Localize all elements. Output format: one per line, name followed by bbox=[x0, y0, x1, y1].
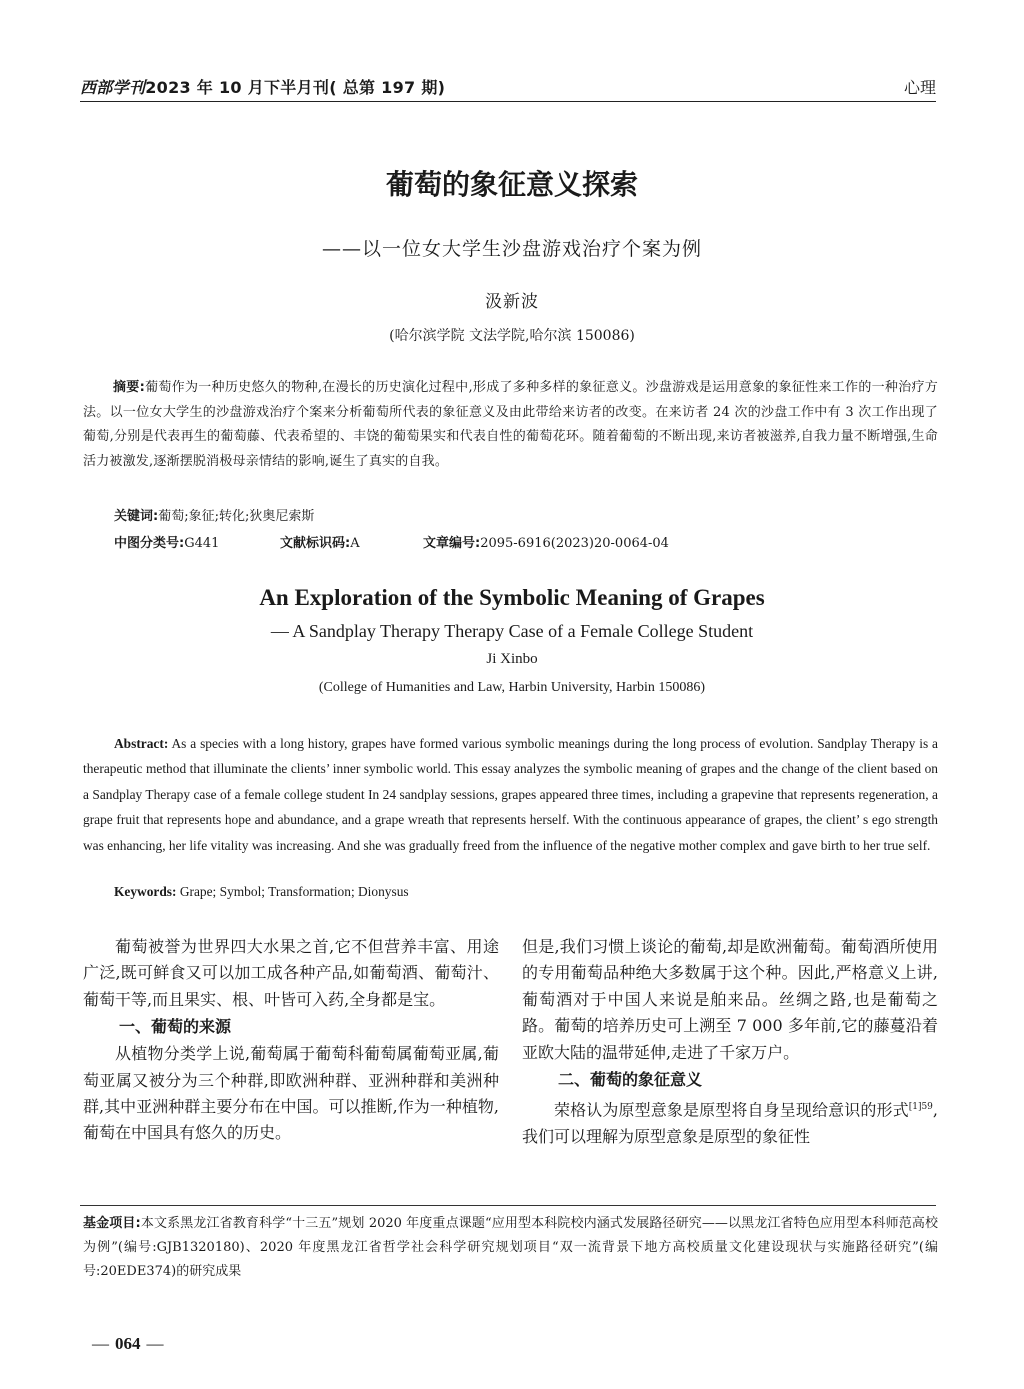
author-cn: 汲新波 bbox=[485, 292, 539, 312]
keywords-cn bbox=[114, 505, 314, 524]
keywords-cn-text: 葡萄;象征;转化;狄奥尼索斯 bbox=[158, 509, 315, 524]
paragraph-symbolism bbox=[522, 1094, 938, 1150]
clc-value: G441 bbox=[184, 536, 220, 551]
keywords-en-label: Keywords: bbox=[114, 884, 177, 899]
footnote-text: 本文系黑龙江省教育科学“十三五”规划 2020 年度重点课题“应用型本科院校内涵式发展路径研究——以黑龙江省特色应用型本科师范高校为例”(编号:GJB1320180)、2020 年度黑龙江省哲学社会科学研究规划项目“双一流背景下地方高校质量文化建设现状与实施路径研究”(编号:20EDE374)的研究成果 bbox=[83, 1216, 938, 1280]
intro-paragraph: 葡萄被誉为世界四大水果之首,它不但营养丰富、用途广泛,既可鲜食又可以加工成各种产品,如葡萄酒、葡萄汁、葡萄干等,而且果实、根、叶皆可入药,全身都是宝。 bbox=[83, 937, 499, 1009]
page-dash-right: — bbox=[146, 1334, 164, 1353]
article-value: 2095-6916(2023)20-0064-04 bbox=[480, 536, 669, 551]
body-column-left bbox=[83, 934, 499, 1147]
keywords-cn-label: 关键词: bbox=[114, 509, 159, 524]
funding-footnote bbox=[83, 1212, 938, 1285]
journal-name: 西部学刊 bbox=[80, 78, 146, 97]
header-divider bbox=[80, 101, 936, 102]
keywords-en bbox=[114, 884, 409, 900]
doc-code bbox=[280, 532, 360, 551]
clc-code bbox=[114, 532, 219, 551]
article-title-cn: 葡萄的象征意义探索 bbox=[385, 168, 638, 201]
clc-label: 中图分类号: bbox=[114, 536, 185, 551]
article-subtitle-cn: ——以一位女大学生沙盘游戏治疗个案为例 bbox=[321, 238, 702, 260]
footnote-divider bbox=[80, 1205, 936, 1206]
article-title-en: An Exploration of the Symbolic Meaning of Grapes bbox=[259, 585, 765, 610]
affiliation-cn: (哈尔滨学院 文法学院,哈尔滨 150086) bbox=[389, 328, 635, 344]
paragraph-symbolism-text-1: 荣格认为原型意象是原型将自身呈现给意识的形式 bbox=[554, 1100, 909, 1120]
running-header bbox=[80, 74, 936, 98]
page-number-value: 064 bbox=[115, 1334, 141, 1353]
section-heading-1: 一、葡萄的来源 bbox=[119, 1017, 232, 1037]
abstract-cn-text: 葡萄作为一种历史悠久的物种,在漫长的历史演化过程中,形成了多种多样的象征意义。沙盘游戏是运用意象的象征性来工作的一种治疗方法。以一位女大学生的沙盘游戏治疗个案来分析葡萄所代表的象征意义及由此带给来访者的改变。在来访者 24 次的沙盘工作中有 3 次工作出现了葡萄,分别是代表再生的葡萄藤、代表希望的、丰饶的葡萄果实和代表自性的葡萄花环。随着葡萄的不断出现,来访者被滋养,自我力量不断增强,生命活力被激发,逐渐摆脱消极母亲情结的影响,诞生了真实的自我。 bbox=[83, 380, 938, 469]
citation: [1]59 bbox=[908, 1102, 933, 1113]
paragraph-symbolism-text-2: ,我们可以理解为原型意象是原型的象征性 bbox=[522, 1100, 938, 1146]
article-subtitle-en: — A Sandplay Therapy Therapy Case of a Female College Student bbox=[270, 621, 754, 641]
journal-issue bbox=[80, 75, 445, 98]
body-column-right bbox=[522, 934, 938, 1150]
affiliation-en: (College of Humanities and Law, Harbin University, Harbin 150086) bbox=[318, 680, 706, 695]
article-label: 文章编号: bbox=[423, 536, 481, 551]
abstract-cn bbox=[83, 376, 938, 474]
abstract-cn-label: 摘要: bbox=[113, 380, 145, 395]
paragraph-european-grape: 但是,我们习惯上谈论的葡萄,却是欧洲葡萄。葡萄酒所使用的专用葡萄品种绝大多数属于这个种。因此,严格意义上讲,葡萄酒对于中国人来说是舶来品。丝绸之路,也是葡萄之路。葡萄的培养历史可上溯至 7 000 多年前,它的藤蔓沿着亚欧大陆的温带延伸,走进了千家万户。 bbox=[522, 937, 938, 1062]
section-name: 心理 bbox=[903, 78, 936, 97]
section-heading-2: 二、葡萄的象征意义 bbox=[558, 1070, 703, 1090]
abstract-en-label: Abstract: bbox=[114, 736, 169, 751]
abstract-en bbox=[83, 731, 938, 858]
page-number bbox=[92, 1334, 164, 1354]
paragraph-origin: 从植物分类学上说,葡萄属于葡萄科葡萄属葡萄亚属,葡萄亚属又被分为三个种群,即欧洲种群、亚洲种群和美洲种群,其中亚洲种群主要分布在中国。可以推断,作为一种植物,葡萄在中国具有悠久的历史。 bbox=[83, 1044, 499, 1143]
author-en: Ji Xinbo bbox=[486, 651, 538, 667]
doc-value: A bbox=[350, 536, 360, 551]
page-dash-left: — bbox=[92, 1334, 109, 1353]
issue-info: 2023 年 10 月下半月刊( 总第 197 期) bbox=[145, 78, 446, 97]
abstract-en-text: As a species with a long history, grapes have formed various symbolic meanings during the long process of evolution. Sandplay Therapy is a therapeutic method that illuminate the clients’ inner symbolic world. This essay analyzes the symbolic meaning of grapes and the change of the client based on a Sandplay Therapy case of a female college student In 24 sandplay sessions, grapes appeared three times, including a grapevine that represents regeneration, a grape fruit that represents hope and abundance, and a grape wreath that represents herself. With the continuous appearance of grapes, the client’ s ego strength was enhancing, her life vitality was increasing. And she was gradually freed from the influence of the negative mother complex and gave birth to her true self. bbox=[83, 736, 938, 853]
keywords-en-text: Grape; Symbol; Transformation; Dionysus bbox=[179, 884, 409, 899]
article-number bbox=[423, 532, 669, 551]
doc-label: 文献标识码: bbox=[280, 536, 351, 551]
footnote-label: 基金项目: bbox=[83, 1216, 141, 1231]
